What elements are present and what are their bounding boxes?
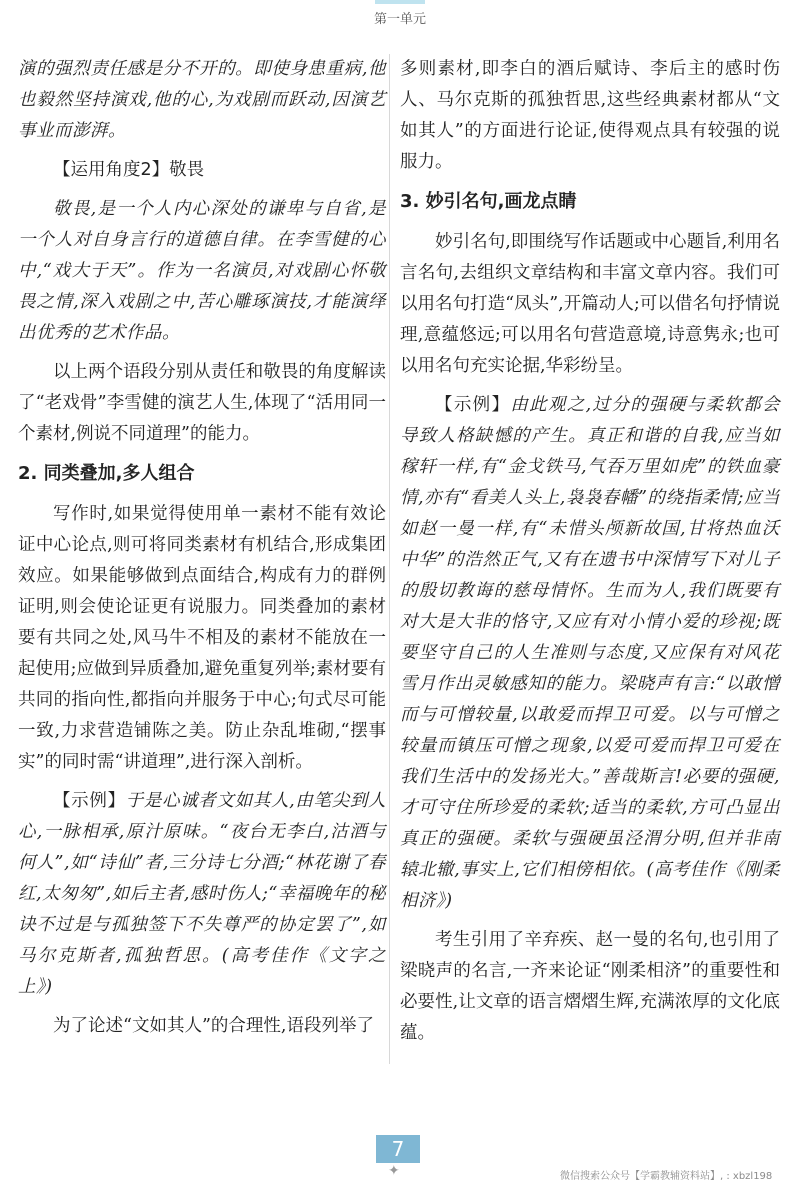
example-paragraph xyxy=(18,786,386,1003)
paragraph: 考生引用了辛弃疾、赵一曼的名句,也引用了梁晓声的名言,一齐来论证“刚柔相济”的重要性和必要性,让文章的语言熠熠生辉,充满浓厚的文化底蕴。 xyxy=(400,930,780,1043)
paragraph: 为了论述“文如其人”的合理性,语段列举了 xyxy=(53,1016,374,1036)
example-text: 于是心诚者文如其人,由笔尖到人心,一脉相承,原汁原味。“夜台无李白,沽酒与何人”,如“诗仙”者,三分诗七分酒;“林花谢了春红,太匆匆”,如后主者,感时伤人;“幸福晚年的秘诀不过是与孤独签下不失尊严的协定罢了”,如马尔克斯者,孤独哲思。(高考佳作《文字之上》) xyxy=(18,791,387,997)
paragraph: 写作时,如果觉得使用单一素材不能有效论证中心论点,则可将同类素材有机结合,形成集团效应。如果能够做到点面结合,构成有力的群例证明,则会使论证更有说服力。同类叠加的素材要有共同之处,风马牛不相及的素材不能放在一起使用;应做到异质叠加,避免重复列举;素材要有共同的指向性,都指向并服务于中心;句式尽可能一致,力求营造铺陈之美。防止杂乱堆砌,“摆事实”的同时需“讲道理”,进行深入剖析。 xyxy=(18,504,386,772)
page-number: 7 xyxy=(376,1135,420,1163)
paragraph: 多则素材,即李白的酒后赋诗、李后主的感时伤人、马尔克斯的孤独哲思,这些经典素材都从“文如其人”的方面进行论证,使得观点具有较强的说服力。 xyxy=(400,59,780,172)
angle-heading: 【运用角度2】敬畏 xyxy=(53,160,205,180)
example-text: 由此观之,过分的强硬与柔软都会导致人格缺憾的产生。真正和谐的自我,应当如稼轩一样,有“金戈铁马,气吞万里如虎”的铁血豪情,亦有“看美人头上,袅袅春幡”的绕指柔情;应当如赵一曼一样,有“未惜头颅新故国,甘将热血沃中华”的浩然正气,又有在遗书中深情写下对儿子的殷切教诲的慈母情怀。生而为人,我们既要有对大是大非的恪守,又应有对小情小爱的珍视;既要坚守自己的人生准则与态度,又应保有对风花雪月作出灵敏感知的能力。梁晓声有言:“以敢憎而与可憎较量,以敢爱而捍卫可爱。以与可憎之较量而镇压可憎之现象,以爱可爱而捍卫可爱在我们生活中的发扬光大。”善哉斯言!必要的强硬,才可守住所珍爱的柔软;适当的柔软,方可凸显出真正的强硬。柔软与强硬虽泾渭分明,但并非南辕北辙,事实上,它们相傍相依。(高考佳作《刚柔相济》) xyxy=(400,395,781,911)
paragraph: 演的强烈责任感是分不开的。即使身患重病,他也毅然坚持演戏,他的心,为戏剧而跃动,因演艺事业而澎湃。 xyxy=(18,59,386,141)
example-tag: 【示例】 xyxy=(53,791,126,811)
section-heading: 2. 同类叠加,多人组合 xyxy=(18,463,195,484)
bird-icon: ✦ xyxy=(388,1163,400,1179)
watermark-text: 微信搜索公众号【学霸教辅资料站】, : xbzl198 xyxy=(560,1171,773,1182)
right-column xyxy=(400,54,780,1057)
example-paragraph xyxy=(400,390,780,917)
paragraph: 敬畏,是一个人内心深处的谦卑与自省,是一个人对自身言行的道德自律。在李雪健的心中,“戏大于天”。作为一名演员,对戏剧心怀敬畏之情,深入戏剧之中,苦心雕琢演技,才能演绎出优秀的艺术作品。 xyxy=(18,199,386,343)
header-accent-bar xyxy=(375,0,425,4)
example-tag: 【示例】 xyxy=(435,395,511,415)
column-divider xyxy=(389,54,390,1064)
section-heading: 3. 妙引名句,画龙点睛 xyxy=(400,191,577,212)
paragraph: 以上两个语段分别从责任和敬畏的角度解读了“老戏骨”李雪健的演艺人生,体现了“活用同一个素材,例说不同道理”的能力。 xyxy=(18,362,386,444)
unit-header: 第一单元 xyxy=(373,12,426,27)
paragraph: 妙引名句,即围绕写作话题或中心题旨,利用名言名句,去组织文章结构和丰富文章内容。我们可以用名句打造“凤头”,开篇动人;可以借名句抒情说理,意蕴悠远;可以用名句营造意境,诗意隽永;也可以用名句充实论据,华彩纷呈。 xyxy=(400,232,780,376)
left-column xyxy=(18,54,386,1050)
